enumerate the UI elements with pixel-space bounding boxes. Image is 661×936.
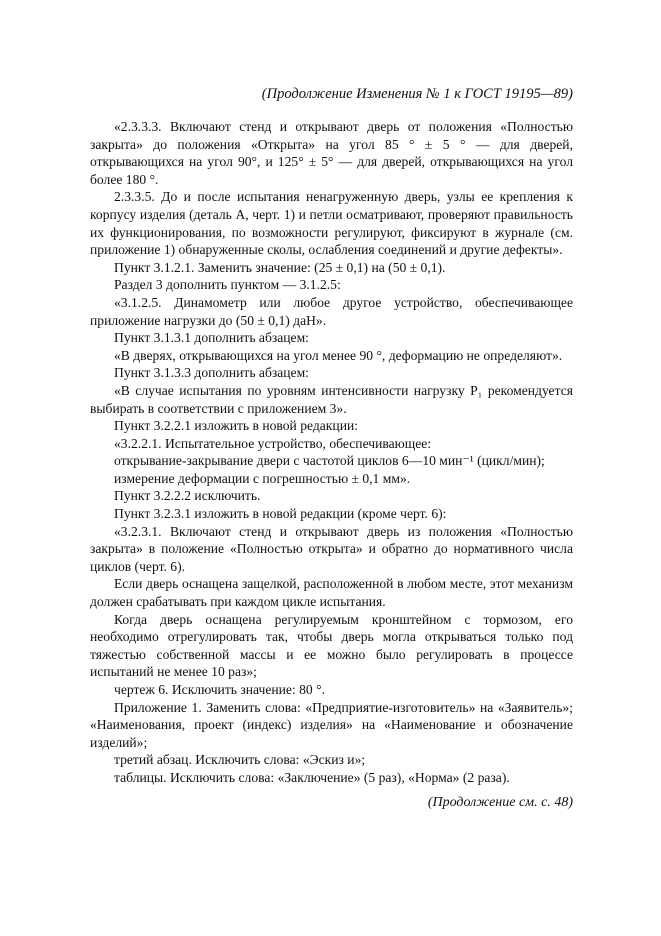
paragraph-2-3-3-5: 2.3.3.5. До и после испытания ненагруженную дверь, узлы ее крепления к корпусу изделия (деталь А, черт. 1) и петли осматривают, проверяют правильность их функционирования, по возможности регулируют, фиксируют в журнале (см. приложение 1) обнаруженные сколы, ослабления соединений и другие дефекты». xyxy=(90,189,573,258)
continuation-footer: (Продолжение см. с. 48) xyxy=(427,795,573,810)
paragraph-3-2-2-2: Пункт 3.2.2.2 исключить. xyxy=(114,488,261,504)
paragraph-tables: таблицы. Исключить слова: «Заключение» (5 раз), «Норма» (2 раза). xyxy=(114,769,510,785)
paragraph-2-3-3-3: «2.3.3.3. Включают стенд и открывают дверь от положения «Полностью закрыта» до положения «Открыта» на угол 85 ° ± 5 ° — для дверей, открывающихся на угол 90°, и 125° ± 5° — для дверей, открывающихся на угол более 180 °. xyxy=(90,119,573,187)
paragraph-third-abzats: третий абзац. Исключить слова: «Эскиз и»; xyxy=(114,752,366,768)
document-page xyxy=(90,0,573,936)
paragraph-3-1-3-1: Пункт 3.1.3.1 дополнить абзацем: xyxy=(114,330,309,346)
paragraph-appendix-1: Приложение 1. Заменить слова: «Предприятие-изготовитель» на «Заявитель»; «Наименования, проект (индекс) изделия» на «Наименование и обозначение изделий»; xyxy=(90,699,573,750)
paragraph-3-2-2-1: Пункт 3.2.2.1 изложить в новой редакции: xyxy=(114,418,359,434)
paragraph-3-1-3-3: Пункт 3.1.3.3 дополнить абзацем: xyxy=(114,365,309,381)
paragraph-bracket: Когда дверь оснащена регулируемым кронштейном с тормозом, его необходимо отрегулировать так, чтобы дверь могла открываться только под тяжестью собственной массы и ее можно было регулировать в процессе испытаний не менее 10 раз»; xyxy=(90,611,573,680)
paragraph-3-2-3-1-text: «3.2.3.1. Включают стенд и открывают дверь из положения «Полностью закрыта» в положение «Полностью открыта» и обратно до нормативного числа циклов (черт. 6). xyxy=(90,523,573,574)
paragraph-open-close: открывание-закрывание двери с частотой циклов 6—10 мин⁻¹ (цикл/мин); xyxy=(114,453,545,469)
paragraph-3-2-2-1-text: «3.2.2.1. Испытательное устройство, обеспечивающее: xyxy=(114,435,432,451)
paragraph-3-1-2-1: Пункт 3.1.2.1. Заменить значение: (25 ± 0,1) на (50 ± 0,1). xyxy=(114,259,446,275)
continuation-header: (Продолжение Изменения № 1 к ГОСТ 19195—89) xyxy=(261,86,573,102)
document-body xyxy=(90,118,573,787)
paragraph-3-2-3-1: Пункт 3.2.3.1 изложить в новой редакции (кроме черт. 6): xyxy=(114,506,447,522)
paragraph-drawing-6: чертеж 6. Исключить значение: 80 °. xyxy=(114,682,325,697)
paragraph-3-1-3-3-text: «В случае испытания по уровням интенсивности нагрузку P₁ рекомендуется выбирать в соответствии с приложением 3». xyxy=(90,382,573,416)
paragraph-3-1-3-1-text: «В дверях, открывающихся на угол менее 90 °, деформацию не определяют». xyxy=(114,347,563,363)
paragraph-deformation: измерение деформации с погрешностью ± 0,1 мм». xyxy=(114,470,411,486)
paragraph-section-3: Раздел 3 дополнить пунктом — 3.1.2.5: xyxy=(114,277,341,293)
paragraph-3-1-2-5: «3.1.2.5. Динамометр или любое другое устройство, обеспечивающее приложение нагрузки до (50 ± 0,1) даН». xyxy=(90,294,573,328)
paragraph-latch: Если дверь оснащена защелкой, расположенной в любом месте, этот механизм должен срабатывать при каждом цикле испытания. xyxy=(90,576,573,610)
